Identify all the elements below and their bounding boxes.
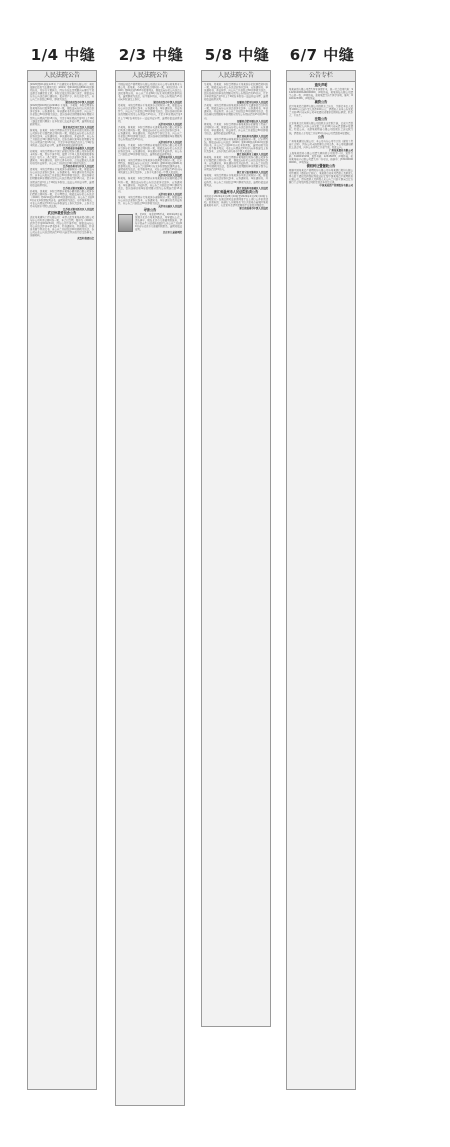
- column-label: 6/7 中缝: [289, 46, 355, 64]
- notice-text: 男，约2岁，身高约85厘米，2019年8月被发现于北京市某某区路边，身穿蓝色上衣、深色裤子。现在北京市儿童福利院抚养。请孩子的亲生父母或其他监护人自公告之日起60日内与北京市儿童福利院联系，逾期将依法安置。: [135, 212, 182, 232]
- notice-text: 本院将于2020年9月28日10时至2020年9月29日10时止（延时除外）在淘宝网司法拍卖网络平台上进行公开拍卖活动，拍卖标的：被执行人何某某名下位于温州市鹿城区某某路某某号房产。有意竞买者请登录网络平台查看详细信息。: [204, 194, 268, 207]
- column-body: [287, 82, 355, 188]
- column-body: [116, 82, 184, 235]
- section-title: 遗失声明: [314, 83, 328, 87]
- notice-court: 江苏省南京市秦淮区人民法院: [62, 146, 94, 150]
- notice-text: 上海某某贸易有限公司遗失增值税专用发票一份，发票代码：3100193130，发票号码：12345678，声明作废。杭州某某电子有限公司遗失开户许可证，核准号：J3310000000001，声明作废。: [289, 151, 353, 164]
- notice-court: 江苏省无锡市梁溪区人民法院: [62, 186, 94, 190]
- notice-court: 江苏省苏州市吴中区人民法院: [62, 165, 94, 169]
- section-title: 公告: [317, 134, 325, 139]
- child-photo: [118, 214, 133, 232]
- notice-court: 浙江省杭州市西湖区人民法院: [236, 134, 268, 138]
- notice-text: 吴某某、郑某某：本院受理原告王某某诉你们民间借贷纠纷一案，现依法向你们公告送达起诉状副本、应诉通知书、举证通知书、开庭传票。自公告之日起经过30日即视为送达。提出答辩状和举证的期限分别为公告期满后的15日内，并定于举证期满后第3日上午9时在本院第一法庭开庭审理，逾期将依法缺席裁判。: [204, 83, 268, 102]
- notice-court: 江苏省无锡市新吴区人民法院: [62, 207, 94, 211]
- notice-text: 武汉某某投资管理有限公司经股东会决议，注册资本由人民币1000万元减少至人民币100万元。请债权人自本公告见报之日起45日内向本公司申报债权或要求提供相应担保。联系人：王先生。: [289, 105, 353, 118]
- notice-court: 安徽省合肥市蜀山区人民法院: [236, 119, 268, 123]
- notice-text: 蒋某某：本院受理原告沈某某诉你民间借贷纠纷一案，已审理终结。现依法向你公告送达（2020）津0104民初9981号民事判决书。自公告之日起60日内来本院领取民事判决书，逾期则视为送达。如不服本判决，可在公告期满后15日内向本院递交上诉状及副本，上诉于天津市第一中级人民法院。: [118, 159, 182, 175]
- notice-text: 湖北某某建筑工程有限公司：申请人武汉某某商贸有限公司与你公司买卖合同纠纷一案，本会已受理，案号为（2020）武仲受字第001234号。因你公司下落不明，现依法向你公司公告送达仲裁申请书副本、仲裁通知书、仲裁规则、仲裁员名册等仲裁文书。自公告之日起经过60日即视为送达。你公司应在公告送达期满后15日内选定仲裁员并提交答辩书、证据材料。: [30, 215, 94, 238]
- notice-text: 孙某某、钱某某：本院受理原告某某小额贷款有限公司诉你们借款合同纠纷一案，已审理终结。现依法向你们公告送达（2020）苏0214民初3345号民事判决书。自公告之日起60日内来本院领取判决书，逾期则视为送达。如不服本判决，可在公告期满后15日内向本院递交上诉状及副本，上诉于江苏省无锡市中级人民法院。: [30, 189, 94, 208]
- notice-court: 天津市和平区人民法院: [158, 140, 182, 144]
- notice-court: 天津市红桥区人民法院: [158, 192, 182, 196]
- notice-text: 韩某某、杨某某：本院受理原告朱某某诉你们房屋租赁合同纠纷一案，现依法向你们公告送达起诉状副本、应诉通知书、举证通知书、开庭传票。自公告之日起经过30日即视为送达。提出答辩状和举证的期限分别为公告期满后的15日内。: [118, 177, 182, 193]
- section-title: 武汉仲裁委员会公告: [47, 210, 77, 215]
- notice-text: 秦某某：本院受理原告许某某诉你买卖合同纠纷一案，现依法向你公告送达起诉状副本、应诉通知书、举证通知书、开庭传票。自公告之日起经过30日即视为送达。逾期将依法缺席判决。: [204, 174, 268, 187]
- column-label: 1/4 中缝: [30, 46, 96, 64]
- column-panel: [27, 70, 97, 1090]
- notice-text: 冯某某：本院受理原告陈某某诉你机动车交通事故责任纠纷一案，现依法向你公告送达起诉状副本、应诉通知书、举证通知书、开庭传票。自公告之日起经过30日即视为送达。提出答辩状的期限和举证期限分别为公告期满后的15日和30日内。: [204, 104, 268, 120]
- column-body: [28, 82, 96, 241]
- notice-text: 褚某某、卫某某：本院受理原告某某银行股份有限公司天津分行诉你们金融借款合同纠纷一案，现依法向你们公告送达起诉状副本、应诉通知书、举证通知书及开庭传票。自公告之日起经过30日即视为送达。逾期将依法缺席判决。: [118, 143, 182, 157]
- notice-text: 刘某某：本院受理原告中国工商银行股份有限公司诉你信用卡纠纷一案，因你下落不明，依照《中华人民共和国民事诉讼法》第九十二条之规定，向你公告送达起诉状副本、应诉通知书、举证通知书、权利义务告知书、合议庭组成人员通知书及开庭传票。自公告之日起经过30日即视为送达。: [30, 150, 94, 166]
- notice-court: 天津市东丽区人民法院: [158, 204, 182, 208]
- notice-text: 北京某某文化传媒有限公司经股东决定拟注销，已成立清算组，请债权人自本公告见报之日起45日内向清算组申报债权。特此公告。天津某某物流有限公司经股东会决议拟注销，请债权人于见报之日起45日内向公司清算组申报债权。: [289, 122, 353, 135]
- column-4: [286, 0, 358, 1147]
- notice-text: 广州某某建设有限公司：本公司与你公司签订的《建设工程施工合同》，因你公司未按约履行合同义务，本公司现通知解除上述合同，自本公告刊登之日起生效。特此公告。: [289, 139, 353, 149]
- notice-court: 浙江省杭州市上城区人民法院: [236, 153, 268, 157]
- notice-court: 武汉仲裁委员会: [77, 237, 94, 241]
- notice-court: 天津市河北区人民法院: [158, 174, 182, 178]
- notice-court: 天津市南开区人民法院: [158, 156, 182, 160]
- section-title: 减资公告: [314, 100, 328, 105]
- notice-text: 根据中国某某资产管理股份有限公司与某某银行股份有限公司签署的《债权转让协议》，某某银行将其对借款人及担保人享有的主债权及担保权利依法转让给中国某某资产管理股份有限公司。请各债务人及担保人从公告之日起立即向受让方履行主合同及担保合同约定的还本付息义务。: [289, 168, 353, 185]
- notice-court: 湖北省武汉市中级人民法院: [153, 101, 182, 105]
- notice-text: [2020]鄂01执恢123号 广东建设实业集团有限公司：本院依据已经发生法律效力的（2019）鄂0102民初8841号民事判决书，对你方立案执行。因你方在法定期限内未履行生效法律文书确定的义务，本院已依法作出执行裁定，现依法向你方公告送达执行通知书、报告财产令、执行裁定书等。自公告之日起经过60日，即视为送达。: [30, 83, 94, 102]
- column-header: 人民法院公告: [202, 71, 270, 82]
- notice-court: 湖北省武汉市江汉区人民法院: [62, 125, 94, 129]
- notice-text: 杨某某、朱某某：本院受理原告某某银行股份有限公司诉你们金融借款合同纠纷一案，现依法向你们公告送达起诉状副本、应诉通知书、举证通知书及开庭传票。自公告之日起经过30日即视为送达。提出答辩状的期限和举证期限分别为公告期满后的15日内。: [204, 156, 268, 172]
- column-2: [115, 0, 187, 1147]
- notice-court: 浙江省温州市鹿城区人民法院: [236, 186, 268, 190]
- notice-court: 浙江省温州市中级人民法院: [239, 206, 268, 210]
- column-label: 5/8 中缝: [204, 46, 270, 64]
- section-title: 注销公告: [314, 117, 328, 122]
- notice-text: 冯某某、陈某某：本院受理原告天津某某商贸有限公司诉你们买卖合同纠纷一案，现依法向你们公告送达起诉状副本、应诉通知书、举证通知书、开庭传票等诉讼文书。自公告之日起经过30日即视为送达。提出答辩状的期限和举证期限均为公告期满后的15日内。: [118, 125, 182, 141]
- column-body: [202, 82, 270, 211]
- column-panel: [115, 70, 185, 1106]
- notice-court: 广州某某置业有限公司: [329, 148, 353, 152]
- notice-court: 湖北省武汉市中级人民法院: [65, 101, 94, 105]
- notice-text: 郑某某：本院受理原告王某某诉你合同纠纷一案，现依法向你公告送达起诉状副本、应诉通知书、举证通知书、开庭传票等。自公告之日起经过30日即视为送达。提出答辩状和举证的期限分别为公告期满后15日内，并定于举证期满后第3日上午9时在本院第十一法庭开庭审理，逾期将依法缺席裁判。: [118, 104, 182, 123]
- column-3: [201, 0, 273, 1147]
- column-1: [27, 0, 99, 1147]
- notice-court: 安徽省合肥市包河区人民法院: [236, 101, 268, 105]
- section-title: 寻亲公告: [143, 207, 157, 212]
- notice-text: 褚某某、卫某某：本院受理原告蒋某某诉你们建设工程施工合同纠纷一案，现依法向你们公告送达起诉状副本、应诉通知书、举证通知书、开庭传票。自公告之日起经过30日即视为送达。逾期将依法缺席判决。: [204, 122, 268, 135]
- notice-text: 周某某：本院受理原告吴某某诉你离婚纠纷一案，现依法向你公告送达起诉状副本、应诉通知书、举证通知书及开庭传票。自本公告发出之日起经过30日即视为送达。提出答辩状的期限和举证期限分别为公告送达期满后的15日内。定于举证期满后第3日上午9时在本院第二法庭公开开庭审理，逾期将依法缺席判决。: [30, 168, 94, 187]
- column-panel: [201, 70, 271, 1027]
- notice-text: 沈某某：本院受理原告韩某某诉你离婚纠纷一案，已审理终结。现依法向你公告送达（2020）浙0106民初4412号民事判决书。自公告之日起60日内来本院领取，逾期则视为送达。如不服本判决，可在公告期满后15日内向本院递交上诉状及副本，上诉于浙江省杭州市中级人民法院。: [204, 137, 268, 154]
- notice-court: 中国某某资产管理股份有限公司: [319, 184, 353, 188]
- notice-text: 某某商贸有限公司遗失营业执照正本，统一社会信用代码：91420100MA4K000000，声明作废。某某科技有限公司遗失公章一枚，声明作废。张某某遗失出生医学证明，编号：R420123456，声明作废。: [289, 88, 353, 101]
- notice-court: 浙江省宁波市鄞州区人民法院: [236, 171, 268, 175]
- section-title: 浙江省温州市人民法院拍卖公告: [213, 189, 259, 194]
- notice-text: 中国长城资产管理股份有限公司湖北省分公司与某某置业有限公司、张某某、李某某借款合同纠纷一案，本院已作出（2020）鄂01民初5567号民事判决。现依法向你们公告送达上述民事判决书。自公告之日起60日内来本院领取民事判决书，逾期即视为送达。如不服本判决，可在公告期满后15日内向本院递交上诉状。: [118, 83, 182, 102]
- column-header: 人民法院公告: [116, 71, 184, 82]
- section-title: 债权转让暨催收公告: [306, 163, 336, 168]
- column-header: 公告专栏: [287, 71, 355, 82]
- column-header: 人民法院公告: [28, 71, 96, 82]
- notice-court: 天津市河西区人民法院: [158, 122, 182, 126]
- column-label: 2/3 中缝: [118, 46, 184, 64]
- notice-text: [2020]鄂0103民初2296号 王某某、李某某：本院受理原告张某某诉你们民间借贷纠纷一案，现依法向你们公告送达起诉状副本、应诉通知书、举证通知书及开庭传票。自公告之日起经过30日即视为送达。提出答辩状的期限和举证期限分别为公告期满后的15日内。并定于举证期满后第3日上午9时（遇法定假日顺延）在本院第七法庭开庭审理，逾期将依法缺席判决。: [30, 104, 94, 126]
- notice-text: 秦某某：本院受理原告尤某某诉你离婚纠纷一案，现依法向你公告送达起诉状副本、应诉通知书、举证通知书及开庭传票。自公告之日起经过30日即视为送达。: [118, 195, 182, 205]
- column-panel: [286, 70, 356, 1090]
- notice-court: 北京市儿童福利院: [162, 231, 182, 235]
- notice-text: 陈某某、赵某某：本院受理原告武汉农村商业银行股份有限公司诉你们金融借款合同纠纷一案，现依法向你们公告送达起诉状副本、应诉通知书、举证通知书、开庭传票。自公告之日起经过30日即视为送达。提出答辩状和举证的期限分别为公告期满后的15日内，并定于举证期满后次日上午9时在本院第三法庭开庭审理，逾期本院将依法缺席裁判。: [30, 128, 94, 147]
